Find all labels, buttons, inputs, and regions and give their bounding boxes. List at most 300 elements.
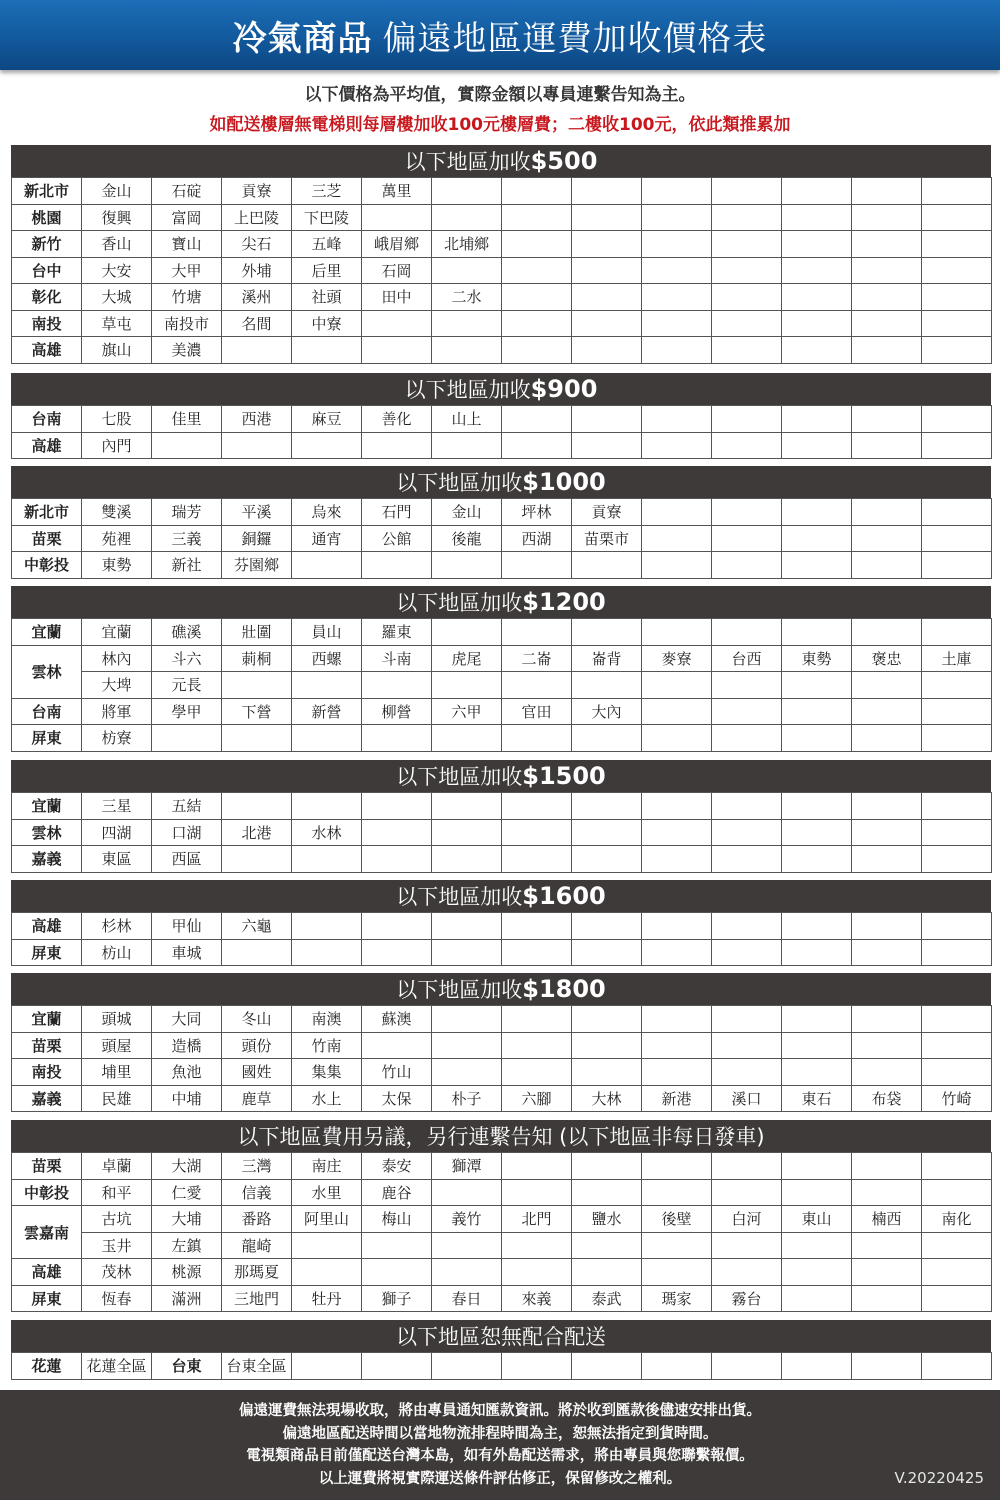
region-cell: 宜蘭 [12,619,82,646]
empty-cell [712,284,782,311]
town-cell: 楠西 [852,1206,922,1233]
empty-cell [642,1179,712,1206]
empty-cell [502,310,572,337]
town-cell: 礁溪 [152,619,222,646]
town-cell: 水林 [292,819,362,846]
region-cell: 桃園 [12,204,82,231]
region-cell: 新北市 [12,499,82,526]
town-cell: 公館 [362,525,432,552]
town-cell: 水里 [292,1179,362,1206]
town-cell: 龍崎 [222,1232,292,1259]
empty-cell [432,204,502,231]
empty-cell [642,1353,712,1380]
table-row [12,284,992,311]
empty-cell [782,499,852,526]
town-cell: 頭份 [222,1032,292,1059]
town-cell: 柳營 [362,698,432,725]
table-row [12,939,992,966]
town-cell: 東區 [82,846,152,873]
town-cell: 滿洲 [152,1285,222,1312]
town-cell: 國姓 [222,1059,292,1086]
empty-cell [782,1153,852,1180]
table-row [12,1032,992,1059]
empty-cell [642,552,712,579]
empty-cell [782,619,852,646]
town-cell: 芬園鄉 [222,552,292,579]
town-cell: 員山 [292,619,362,646]
town-cell: 羅東 [362,619,432,646]
table-row [12,846,992,873]
table-row [12,672,992,699]
empty-cell [502,1032,572,1059]
empty-cell [712,1006,782,1033]
table-row [12,525,992,552]
region-cell: 屏東 [12,939,82,966]
empty-cell [712,939,782,966]
empty-cell [712,793,782,820]
town-cell: 車城 [152,939,222,966]
empty-cell [712,819,782,846]
town-cell: 大內 [572,698,642,725]
table-row [12,698,992,725]
table-row [12,1232,992,1259]
footer-line: 電視類商品目前僅配送台灣本島，如有外島配送需求，將由專員與您聯繫報價。 [246,1448,754,1464]
empty-cell [852,1153,922,1180]
empty-cell [852,1285,922,1312]
region-table [11,1352,992,1380]
empty-cell [432,1353,502,1380]
empty-cell [782,284,852,311]
empty-cell [502,337,572,364]
empty-cell [572,1059,642,1086]
section-header-label: 以下地區加收 [396,591,523,615]
section-header [11,145,991,177]
empty-cell [432,725,502,752]
empty-cell [922,337,992,364]
town-cell: 竹南 [292,1032,362,1059]
town-cell: 金山 [432,499,502,526]
town-cell: 古坑 [82,1206,152,1233]
empty-cell [922,552,992,579]
empty-cell [922,913,992,940]
section-header [11,1120,991,1152]
empty-cell [362,939,432,966]
town-cell: 五峰 [292,231,362,258]
town-cell: 大甲 [152,257,222,284]
region-table [11,177,992,364]
town-cell: 獅潭 [432,1153,502,1180]
section-7 [11,973,991,1112]
empty-cell [292,725,362,752]
empty-cell [572,1032,642,1059]
empty-cell [712,257,782,284]
empty-cell [292,913,362,940]
town-cell: 信義 [222,1179,292,1206]
section-3 [11,466,991,579]
empty-cell [712,725,782,752]
town-cell: 西區 [152,846,222,873]
footer-line: 偏遠地區配送時間以當地物流排程時間為主，恕無法指定到貨時間。 [282,1425,718,1442]
town-cell: 桃源 [152,1259,222,1286]
region-cell: 高雄 [12,913,82,940]
town-cell: 學甲 [152,698,222,725]
footer [0,1390,1000,1500]
town-cell: 台東全區 [222,1353,292,1380]
town-cell: 烏來 [292,499,362,526]
empty-cell [222,672,292,699]
empty-cell [922,310,992,337]
town-cell: 元長 [152,672,222,699]
town-cell: 白河 [712,1206,782,1233]
empty-cell [502,793,572,820]
empty-cell [782,1285,852,1312]
empty-cell [922,793,992,820]
town-cell: 六腳 [502,1085,572,1112]
empty-cell [712,204,782,231]
region-cell: 中彰投 [12,552,82,579]
empty-cell [712,846,782,873]
town-cell: 頭城 [82,1006,152,1033]
empty-cell [852,619,922,646]
empty-cell [572,672,642,699]
footer-notes [0,1400,1000,1490]
town-cell: 蘇澳 [362,1006,432,1033]
region-cell: 新北市 [12,178,82,205]
section-header-amount: $1200 [522,588,606,616]
region-table [11,498,992,579]
empty-cell [642,178,712,205]
empty-cell [922,672,992,699]
town-cell: 中寮 [292,310,362,337]
empty-cell [502,672,572,699]
region-cell: 嘉義 [12,1085,82,1112]
empty-cell [852,1232,922,1259]
empty-cell [642,698,712,725]
table-row [12,310,992,337]
empty-cell [782,1032,852,1059]
empty-cell [852,1353,922,1380]
table-row [12,1006,992,1033]
town-cell: 三灣 [222,1153,292,1180]
empty-cell [152,432,222,459]
region-cell: 高雄 [12,337,82,364]
floor-fee-note: 如配送樓層無電梯則每層樓加收100元樓層費；二樓收100元，依此類推累加 [209,115,791,135]
empty-cell [712,1259,782,1286]
empty-cell [782,432,852,459]
empty-cell [642,1259,712,1286]
town-cell: 麻豆 [292,406,362,433]
region-table [11,405,992,459]
town-cell: 尖石 [222,231,292,258]
empty-cell [222,846,292,873]
town-cell: 番路 [222,1206,292,1233]
town-cell: 大埤 [82,672,152,699]
empty-cell [432,178,502,205]
empty-cell [432,310,502,337]
empty-cell [502,1259,572,1286]
title-bold: 冷氣商品 [232,18,373,59]
town-cell: 雙溪 [82,499,152,526]
empty-cell [852,337,922,364]
empty-cell [922,257,992,284]
empty-cell [642,432,712,459]
empty-cell [572,310,642,337]
empty-cell [432,1179,502,1206]
town-cell: 銅鑼 [222,525,292,552]
town-cell: 牡丹 [292,1285,362,1312]
empty-cell [502,1006,572,1033]
town-cell: 竹塘 [152,284,222,311]
empty-cell [922,819,992,846]
empty-cell [362,552,432,579]
town-cell: 魚池 [152,1059,222,1086]
empty-cell [222,725,292,752]
empty-cell [642,1032,712,1059]
empty-cell [782,257,852,284]
empty-cell [502,432,572,459]
town-cell: 北港 [222,819,292,846]
section-header-amount: $900 [530,375,598,403]
empty-cell [502,284,572,311]
town-cell: 崙背 [572,645,642,672]
town-cell: 五結 [152,793,222,820]
empty-cell [502,619,572,646]
empty-cell [642,846,712,873]
empty-cell [782,913,852,940]
empty-cell [222,793,292,820]
town-cell: 萬里 [362,178,432,205]
town-cell: 北門 [502,1206,572,1233]
town-cell: 大城 [82,284,152,311]
town-cell: 竹崎 [922,1085,992,1112]
section-header [11,466,991,498]
empty-cell [642,499,712,526]
town-cell: 西港 [222,406,292,433]
town-cell: 和平 [82,1179,152,1206]
region-cell: 雲林 [12,819,82,846]
town-cell: 麥寮 [642,645,712,672]
empty-cell [852,178,922,205]
empty-cell [642,284,712,311]
town-cell: 香山 [82,231,152,258]
empty-cell [432,1232,502,1259]
empty-cell [432,846,502,873]
town-cell: 布袋 [852,1085,922,1112]
title-rest: 偏遠地區運費加收價格表 [382,18,768,59]
empty-cell [922,1353,992,1380]
empty-cell [222,939,292,966]
town-cell: 石碇 [152,178,222,205]
empty-cell [362,846,432,873]
table-row [12,552,992,579]
empty-cell [852,939,922,966]
empty-cell [502,1179,572,1206]
table-row [12,178,992,205]
empty-cell [432,337,502,364]
region-table [11,618,992,752]
empty-cell [642,204,712,231]
region-cell: 高雄 [12,1259,82,1286]
empty-cell [852,1006,922,1033]
empty-cell [642,337,712,364]
town-cell: 名間 [222,310,292,337]
empty-cell [292,939,362,966]
town-cell: 善化 [362,406,432,433]
section-header-label: 以下地區加收 [396,978,523,1002]
section-header-amount: $1600 [522,882,606,910]
empty-cell [852,432,922,459]
empty-cell [152,725,222,752]
table-row [12,204,992,231]
town-cell: 金山 [82,178,152,205]
empty-cell [782,1232,852,1259]
region-cell: 台南 [12,698,82,725]
table-row [12,1085,992,1112]
empty-cell [572,1153,642,1180]
table-row [12,231,992,258]
empty-cell [572,619,642,646]
town-cell: 貢寮 [572,499,642,526]
empty-cell [502,819,572,846]
empty-cell [432,793,502,820]
town-cell: 造橋 [152,1032,222,1059]
empty-cell [572,231,642,258]
section-5 [11,760,991,873]
table-row [12,337,992,364]
empty-cell [502,178,572,205]
empty-cell [782,698,852,725]
section-header-amount: $1800 [522,975,606,1003]
empty-cell [502,725,572,752]
empty-cell [502,939,572,966]
section-2 [11,373,991,459]
town-cell: 三芝 [292,178,362,205]
empty-cell [852,819,922,846]
empty-cell [222,337,292,364]
empty-cell [292,1259,362,1286]
empty-cell [292,672,362,699]
empty-cell [922,846,992,873]
table-row [12,1206,992,1233]
empty-cell [782,793,852,820]
region-cell: 花蓮 [12,1353,82,1380]
town-cell: 將軍 [82,698,152,725]
empty-cell [712,337,782,364]
empty-cell [642,913,712,940]
town-cell: 大安 [82,257,152,284]
town-cell: 茂林 [82,1259,152,1286]
empty-cell [852,1032,922,1059]
empty-cell [572,432,642,459]
town-cell: 石岡 [362,257,432,284]
empty-cell [712,1032,782,1059]
empty-cell [782,406,852,433]
empty-cell [782,672,852,699]
region-cell: 嘉義 [12,846,82,873]
section-8 [11,1120,991,1312]
empty-cell [292,1232,362,1259]
town-cell: 林內 [82,645,152,672]
empty-cell [712,525,782,552]
town-cell: 旗山 [82,337,152,364]
empty-cell [852,204,922,231]
town-cell: 田中 [362,284,432,311]
empty-cell [572,793,642,820]
region-cell: 中彰投 [12,1179,82,1206]
town-cell: 獅子 [362,1285,432,1312]
table-row [12,725,992,752]
footer-line: 以上運費將視實際運送條件評估修正，保留修改之權利。 [318,1470,682,1487]
empty-cell [852,257,922,284]
empty-cell [922,939,992,966]
section-header-amount: $1000 [522,468,606,496]
empty-cell [572,1006,642,1033]
region-cell: 南投 [12,1059,82,1086]
empty-cell [432,1032,502,1059]
region-cell: 宜蘭 [12,793,82,820]
town-cell: 南庄 [292,1153,362,1180]
town-cell: 東勢 [82,552,152,579]
empty-cell [852,698,922,725]
empty-cell [572,819,642,846]
empty-cell [362,337,432,364]
empty-cell [712,913,782,940]
region-cell: 台中 [12,257,82,284]
empty-cell [572,725,642,752]
empty-cell [852,913,922,940]
empty-cell [362,204,432,231]
empty-cell [362,432,432,459]
empty-cell [502,231,572,258]
empty-cell [782,204,852,231]
empty-cell [572,552,642,579]
empty-cell [782,1179,852,1206]
empty-cell [502,913,572,940]
empty-cell [642,257,712,284]
section-header [11,1320,991,1352]
region-cell: 南投 [12,310,82,337]
town-cell: 埔里 [82,1059,152,1086]
town-cell: 玉井 [82,1232,152,1259]
empty-cell [642,525,712,552]
section-header-label: 以下地區加收 [404,150,531,174]
empty-cell [922,1232,992,1259]
empty-cell [642,231,712,258]
section-header [11,973,991,1005]
empty-cell [432,939,502,966]
empty-cell [502,1353,572,1380]
town-cell: 太保 [362,1085,432,1112]
empty-cell [432,1006,502,1033]
town-cell: 義竹 [432,1206,502,1233]
town-cell: 杉林 [82,913,152,940]
empty-cell [572,913,642,940]
empty-cell [852,793,922,820]
empty-cell [712,310,782,337]
town-cell: 草屯 [82,310,152,337]
empty-cell [432,432,502,459]
empty-cell [572,178,642,205]
town-cell: 新港 [642,1085,712,1112]
region-cell: 屏東 [12,725,82,752]
empty-cell [922,725,992,752]
table-row [12,913,992,940]
town-cell: 佳里 [152,406,222,433]
region-cell: 宜蘭 [12,1006,82,1033]
empty-cell [782,178,852,205]
section-9 [11,1320,991,1380]
section-1 [11,145,991,364]
